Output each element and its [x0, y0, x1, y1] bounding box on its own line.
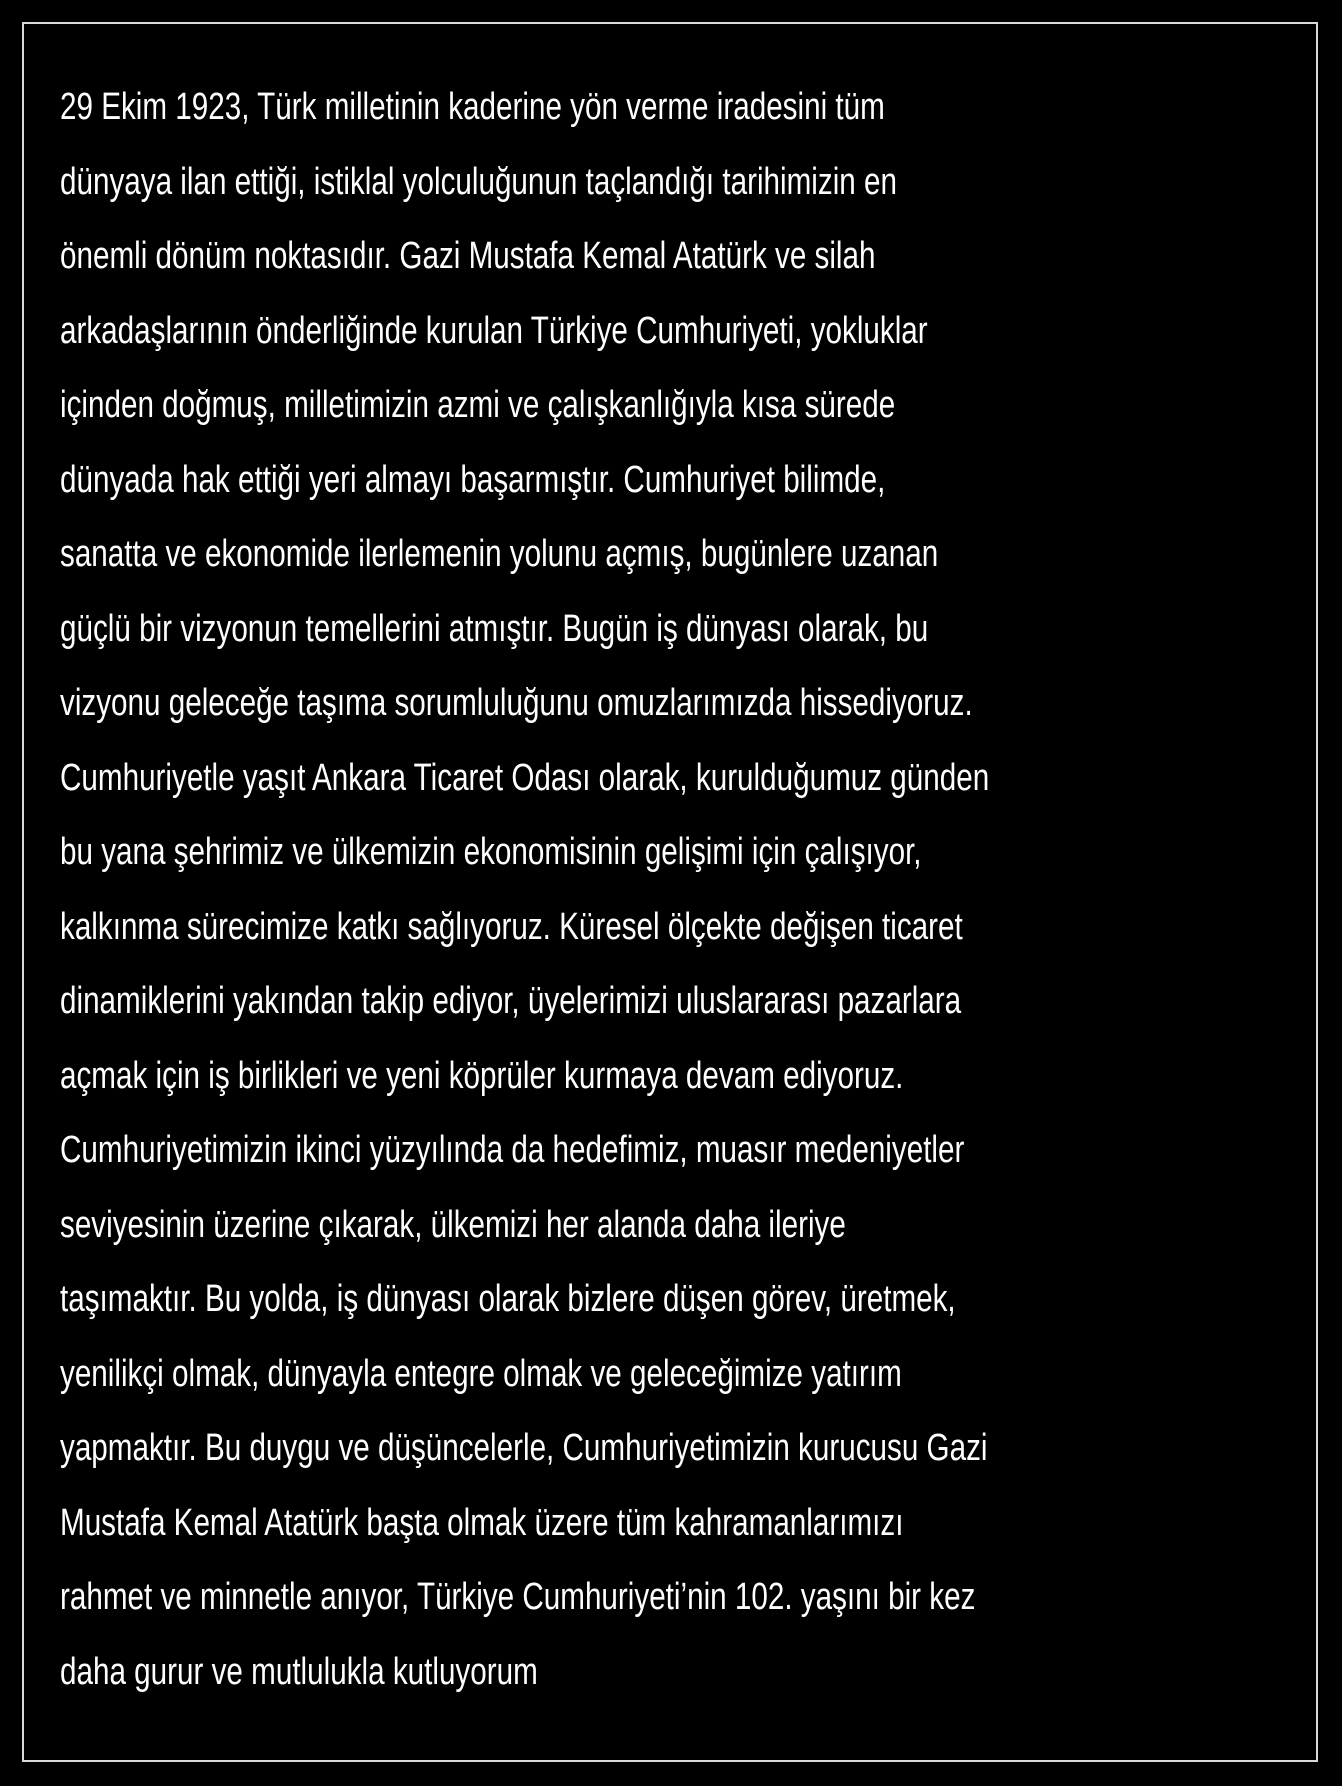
message-line: yapmaktır. Bu duygu ve düşüncelerle, Cumhuriyetimizin kurucusu Gazi	[60, 1427, 988, 1469]
message-line: önemli dönüm noktasıdır. Gazi Mustafa Kemal Atatürk ve silah	[60, 235, 876, 277]
message-line: vizyonu geleceğe taşıma sorumluluğunu omuzlarımızda hissediyoruz.	[60, 682, 973, 724]
message-text	[60, 70, 1012, 1709]
message-line: içinden doğmuş, milletimizin azmi ve çalışkanlığıyla kısa sürede	[60, 384, 896, 426]
message-line: daha gurur ve mutlulukla kutluyorum	[60, 1650, 538, 1693]
message-line: yenilikçi olmak, dünyayla entegre olmak ve geleceğimize yatırım	[60, 1352, 902, 1395]
message-line: Mustafa Kemal Atatürk başta olmak üzere tüm kahramanlarımızı	[60, 1501, 904, 1544]
message-line: arkadaşlarının önderliğinde kurulan Türkiye Cumhuriyeti, yokluklar	[60, 309, 928, 352]
message-line: taşımaktır. Bu yolda, iş dünyası olarak bizlere düşen görev, üretmek,	[60, 1278, 956, 1320]
message-line: rahmet ve minnetle anıyor, Türkiye Cumhuriyeti’nin 102. yaşını bir kez	[60, 1576, 976, 1618]
message-line: bu yana şehrimiz ve ülkemizin ekonomisinin gelişimi için çalışıyor,	[60, 831, 922, 873]
message-line: Cumhuriyetle yaşıt Ankara Ticaret Odası olarak, kurulduğumuz günden	[60, 756, 990, 799]
message-line: dünyada hak ettiği yeri almayı başarmıştır. Cumhuriyet bilimde,	[60, 458, 886, 501]
message-line: güçlü bir vizyonun temellerini atmıştır. Bugün iş dünyası olarak, bu	[60, 607, 929, 650]
message-line: seviyesinin üzerine çıkarak, ülkemizi her alanda daha ileriye	[60, 1203, 846, 1246]
message-line: kalkınma sürecimize katkı sağlıyoruz. Küresel ölçekte değişen ticaret	[60, 905, 963, 948]
message-line: Cumhuriyetimizin ikinci yüzyılında da hedefimiz, muasır medeniyetler	[60, 1129, 965, 1171]
message-line: dinamiklerini yakından takip ediyor, üyelerimizi uluslararası pazarlara	[60, 980, 962, 1022]
message-line: sanatta ve ekonomide ilerlemenin yolunu açmış, bugünlere uzanan	[60, 533, 939, 575]
message-line: dünyaya ilan ettiği, istiklal yolculuğunun taçlandığı tarihimizin en	[60, 160, 897, 203]
message-line: 29 Ekim 1923, Türk milletinin kaderine yön verme iradesini tüm	[60, 86, 885, 128]
message-line: açmak için iş birlikleri ve yeni köprüler kurmaya devam ediyoruz.	[60, 1054, 904, 1097]
